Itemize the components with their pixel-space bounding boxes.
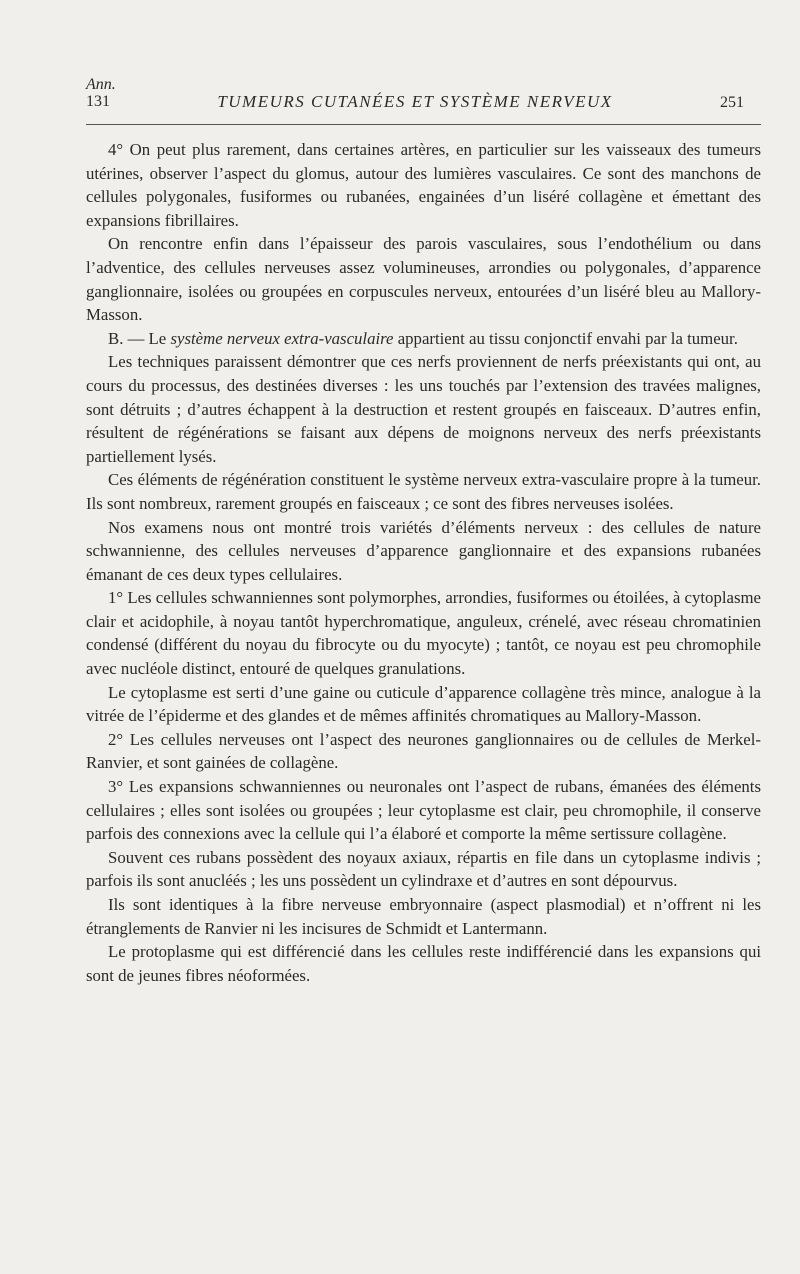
- emphasized-term: système nerveux extra-vasculaire: [170, 328, 394, 348]
- page-number: 251: [720, 94, 744, 111]
- paragraph: 2° Les cellules nerveuses ont l’aspect des neurones ganglionnaires ou de cellules de Merkel-Ranvier, et sont gainées de collagène.: [86, 729, 761, 773]
- journal-reference: [86, 76, 116, 110]
- paragraph: Ces éléments de régénération constituent le système nerveux extra-vasculaire propre à la tumeur. Ils sont nombreux, rarement groupés en faisceaux ; ce sont des fibres nerveuses isolées.: [86, 470, 761, 513]
- paragraph: Le cytoplasme est serti d’une gaine ou cuticule d’apparence collagène très mince, analogue à la vitrée de l’épiderme et des glandes et de mêmes affinités chromatiques au Mallory-Masson.: [86, 682, 761, 726]
- journal-abbreviation: Ann.: [86, 76, 116, 93]
- paragraph: 1° Les cellules schwanniennes sont polymorphes, arrondies, fusiformes ou étoilées, à cytoplasme clair et acidophile, à noyau tantôt hyperchromatique, anguleux, crénelé, avec réseau chromatinien condensé (différent du noyau du fibrocyte ou du myocyte) ; tantôt, ce noyau est peu chromophile avec nucléole distinct, entouré de quelques granulations.: [86, 588, 761, 679]
- running-title: TUMEURS CUTANÉES ET SYSTÈME NERVEUX: [217, 92, 613, 111]
- paragraph: 3° Les expansions schwanniennes ou neuronales ont l’aspect de rubans, émanées des éléments cellulaires ; elles sont isolées ou groupées ; leur cytoplasme est clair, peu chromophile, il conserve parfois des connexions avec la cellule qui l’a élaboré et comporte la même sertissure collagène.: [86, 777, 761, 844]
- paragraph: Ils sont identiques à la fibre nerveuse embryonnaire (aspect plasmodial) et n’offrent ni les étranglements de Ranvier ni les incisures de Schmidt et Lantermann.: [86, 895, 761, 938]
- paragraph: Souvent ces rubans possèdent des noyaux axiaux, répartis en file dans un cytoplasme indivis ; parfois ils sont anucléés ; les uns possèdent un cylindraxe et d’autres en sont dépourvus.: [86, 847, 761, 891]
- paragraph: Le protoplasme qui est différencié dans les cellules reste indifférencié dans les expansions qui sont de jeunes fibres néoformées.: [86, 942, 761, 985]
- paragraph: [86, 327, 761, 351]
- volume-number: 131: [86, 93, 110, 110]
- paragraph: On rencontre enfin dans l’épaisseur des parois vasculaires, sous l’endothélium ou dans l’adventice, des cellules nerveuses assez volumineuses, arrondies ou polygonales, d’apparence ganglionnaire, isolées ou groupées en corpuscules nerveux, entourées d’un liséré bleu au Mallory-Masson.: [86, 234, 761, 325]
- body-text: [86, 138, 761, 987]
- header-rule: [86, 124, 761, 125]
- paragraph: Les techniques paraissent démontrer que ces nerfs proviennent de nerfs préexistants qui ont, au cours du processus, des destinées diverses : les uns touchés par l’extension des travées malignes, sont détruits ; d’autres échappent à la destruction et restent groupés en faisceaux. D’autres enfin, résultent de régénérations se faisant aux dépens de moignons nerveux des nerfs préexistants partiellement lysés.: [86, 352, 761, 466]
- paragraph-prefix: B. — Le: [108, 328, 171, 348]
- paragraph: 4° On peut plus rarement, dans certaines artères, en particulier sur les vaisseaux des tumeurs utérines, observer l’aspect du glomus, autour des lumières vasculaires. Ce sont des manchons de cellules polygonales, fusiformes ou rubanées, engainées d’un liséré collagène et émettant des expansions fibrillaires.: [86, 140, 761, 230]
- paragraph-suffix: appartient au tissu conjonctif envahi par la tumeur.: [393, 328, 738, 348]
- paragraph: Nos examens nous ont montré trois variétés d’éléments nerveux : des cellules de nature schwannienne, des cellules nerveuses d’apparence ganglionnaire et des expansions rubanées émanant de ces deux types cellulaires.: [86, 517, 761, 584]
